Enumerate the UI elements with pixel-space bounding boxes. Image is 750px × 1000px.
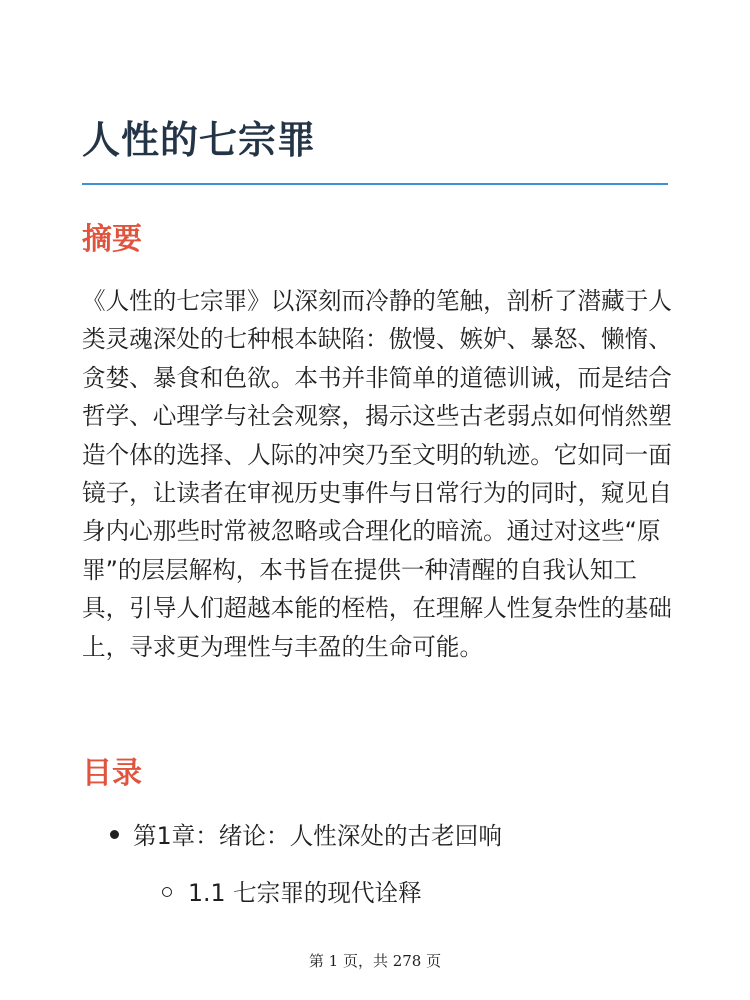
- bullet-circle-icon: [162, 887, 172, 897]
- bullet-disc-icon: [110, 830, 119, 839]
- page-footer: 第 1 页，共 278 页: [308, 952, 442, 970]
- document-title: 人性的七宗罪: [82, 118, 317, 162]
- toc-item-section-1-1[interactable]: [162, 874, 422, 912]
- toc-heading: 目录: [82, 756, 142, 791]
- abstract-heading: 摘要: [82, 222, 142, 257]
- title-divider: [82, 183, 668, 185]
- abstract-body: 《人性的七宗罪》以深刻而冷静的笔触，剖析了潜藏于人类灵魂深处的七种根本缺陷：傲慢、嫉妒、暴怒、懒惰、贪婪、暴食和色欲。本书并非简单的道德训诫，而是结合哲学、心理学与社会观察，揭示这些古老弱点如何悄然塑造个体的选择、人际的冲突乃至文明的轨迹。它如同一面镜子，让读者在审视历史事件与日常行为的同时，窥见自身内心那些时常被忽略或合理化的暗流。通过对这些“原罪”的层层解构，本书旨在提供一种清醒的自我认知工具，引导人们超越本能的桎梏，在理解人性复杂性的基础上，寻求更为理性与丰盈的生命可能。: [82, 287, 672, 661]
- toc-item-label: 第1章：绪论：人性深处的古老回响: [133, 822, 502, 850]
- toc-item-label: 1.1 七宗罪的现代诠释: [188, 879, 422, 907]
- toc-item-chapter-1[interactable]: [110, 817, 502, 855]
